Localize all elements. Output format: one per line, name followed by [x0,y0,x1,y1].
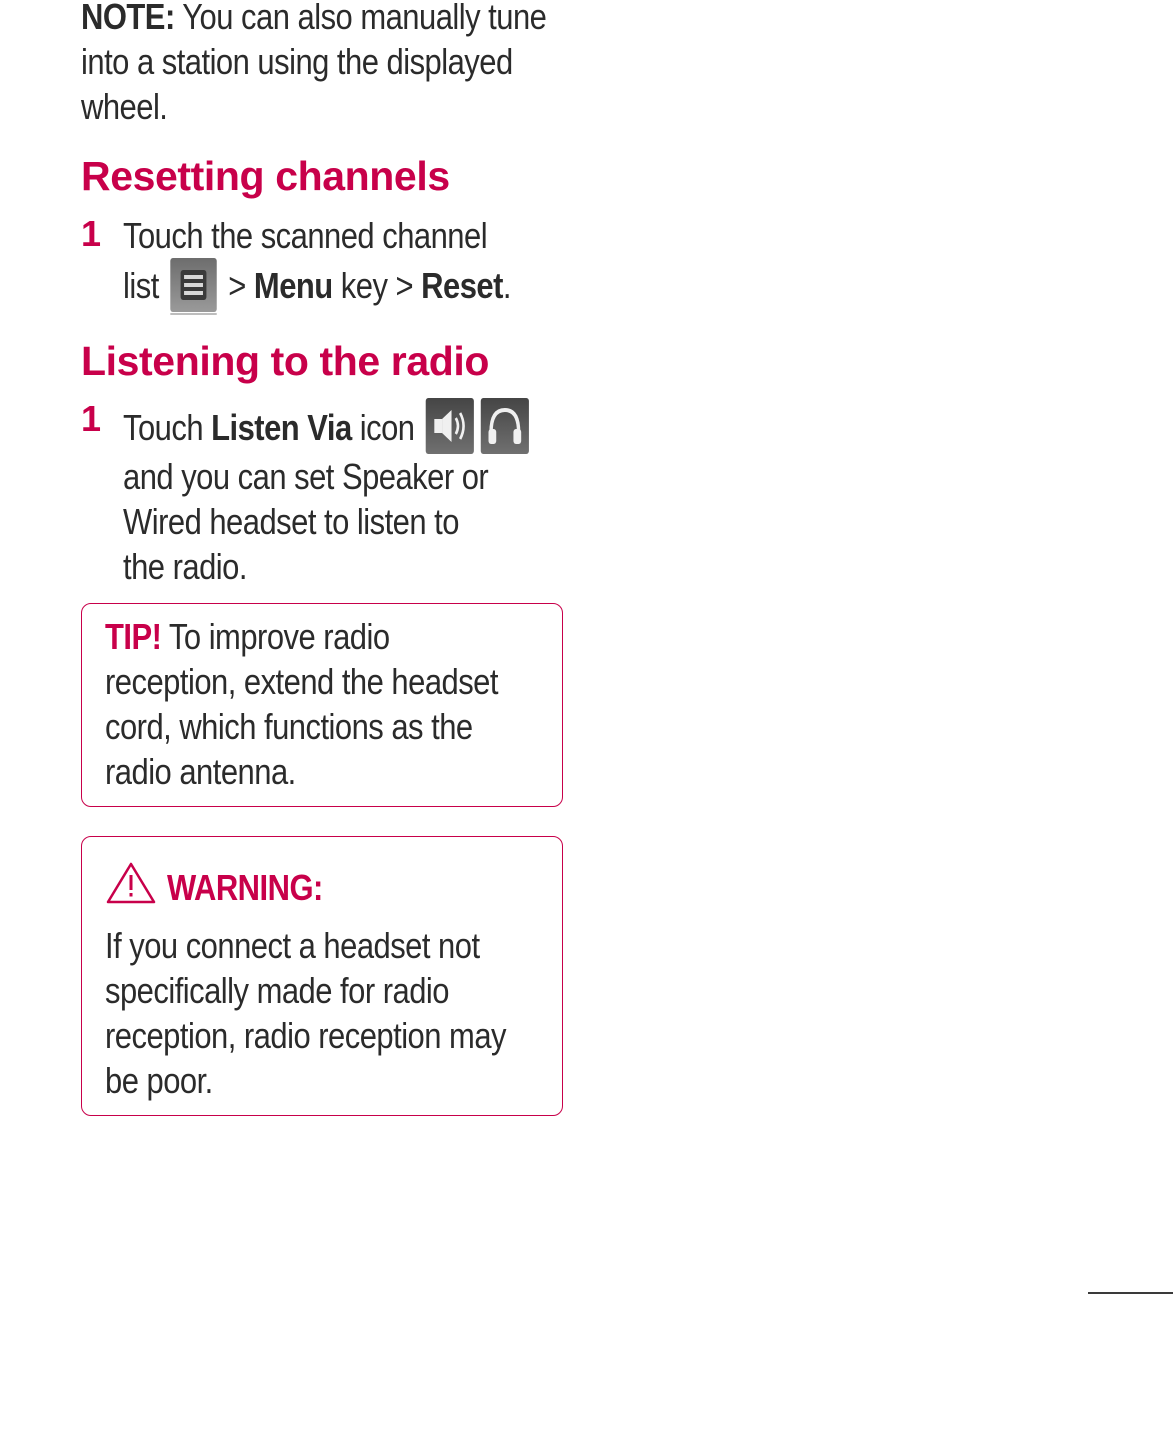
note-line-1: You can also manually tune [174,0,547,37]
reset-line-2-sep: > [220,265,254,306]
warning-line-1: If you connect a headset not [105,925,480,966]
listening-to-radio-heading: Listening to the radio [81,338,490,384]
warning-label: WARNING: [167,867,323,908]
headphones-icon [481,398,529,454]
tip-line-3: cord, which functions as the [105,706,473,747]
warning-line-4: be poor. [105,1060,213,1101]
list-icon [170,258,216,312]
warning-text [105,923,595,1103]
listen-line-4: the radio. [123,546,247,587]
note-line-2: into a station using the displayed [81,41,513,82]
step-number: 1 [81,213,102,254]
warning-line-3: reception, radio reception may [105,1015,506,1056]
reset-line-1: Touch the scanned channel [123,215,488,256]
reset-line-2-end: . [502,265,512,306]
note-line-3: wheel. [81,86,168,127]
tip-text [105,614,595,794]
listen-step-text [123,398,613,589]
tip-label: TIP! [105,616,162,657]
reset-step-text [123,213,613,312]
reset-label: Reset [421,265,503,306]
tip-line-4: radio antenna. [105,751,296,792]
speaker-icon [426,398,474,454]
note-label: NOTE: [81,0,175,37]
warning-line-2: specifically made for radio [105,970,449,1011]
tip-line-2: reception, extend the headset [105,661,498,702]
tip-box [81,603,563,807]
menu-key-label: Menu [253,265,333,306]
listen-via-label: Listen Via [211,407,352,448]
listen-line-1-post: icon [351,407,423,448]
step-number: 1 [81,398,102,439]
warning-box [81,836,563,1116]
reset-line-2-pre: list [123,265,167,306]
tip-line-1: To improve radio [161,616,390,657]
listen-line-1-pre: Touch [123,407,212,448]
resetting-channels-heading: Resetting channels [81,153,450,199]
listen-line-2: and you can set Speaker or [123,456,489,497]
listen-line-3: Wired headset to listen to [123,501,459,542]
note-paragraph [81,0,571,129]
warning-triangle-icon [105,861,157,910]
reset-line-2-mid: key > [332,265,422,306]
page-footer-rule [1088,1292,1173,1294]
